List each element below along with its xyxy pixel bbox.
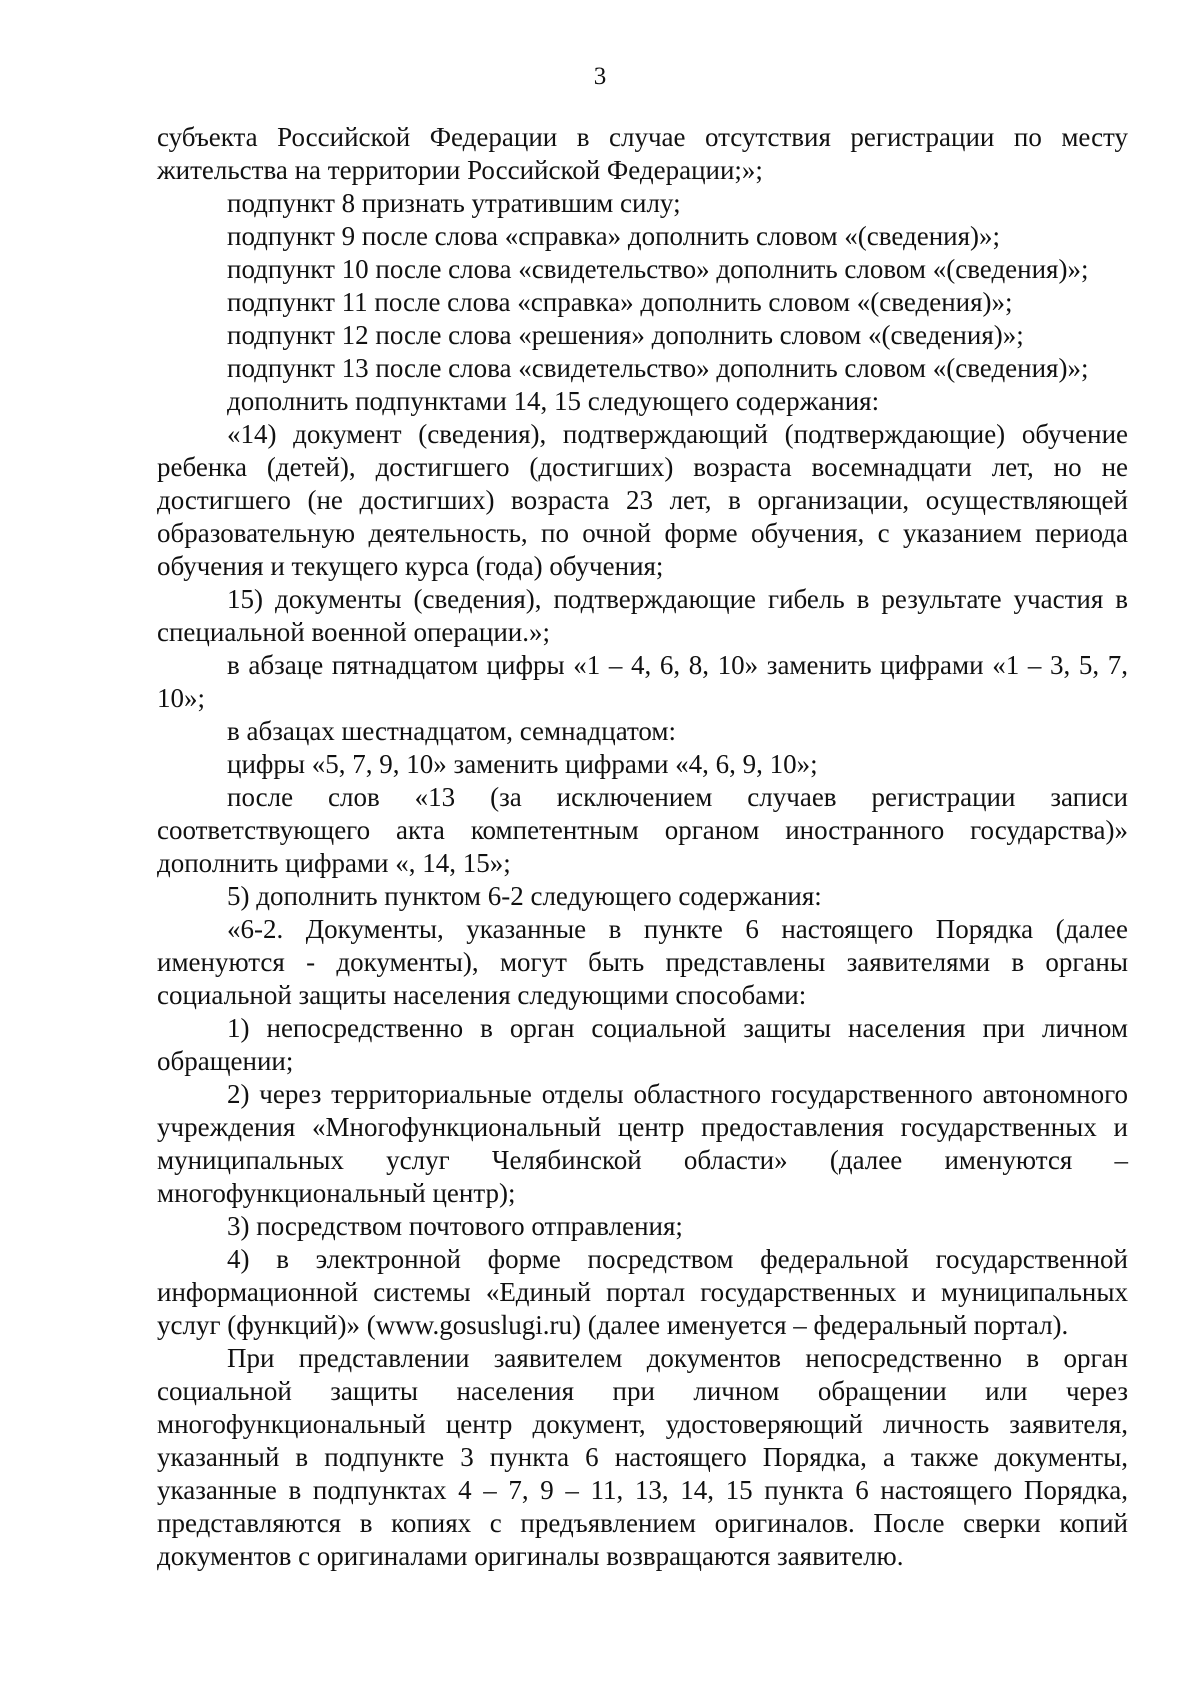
paragraph: подпункт 9 после слова «справка» дополнить словом «(сведения)»; bbox=[227, 221, 1001, 251]
paragraph: дополнить подпунктами 14, 15 следующего содержания: bbox=[227, 386, 880, 416]
paragraph: 3) посредством почтового отправления; bbox=[227, 1211, 683, 1241]
paragraph: 4) в электронной форме посредством федеральной государственной информационной системы «Единый портал государственных и муниципальных услуг (функций)» (www.gosuslugi.ru) (далее именуется – федеральный портал). bbox=[157, 1244, 1128, 1340]
paragraph: «6-2. Документы, указанные в пункте 6 настоящего Порядка (далее именуются - документы), могут быть представлены заявителями в органы социальной защиты населения следующими способами: bbox=[157, 914, 1128, 1010]
paragraph: 15) документы (сведения), подтверждающие гибель в результате участия в специальной военной операции.»; bbox=[157, 584, 1128, 647]
paragraph: подпункт 13 после слова «свидетельство» дополнить словом «(сведения)»; bbox=[227, 353, 1089, 383]
paragraph: подпункт 8 признать утратившим силу; bbox=[227, 188, 681, 218]
paragraph: в абзацах шестнадцатом, семнадцатом: bbox=[227, 716, 677, 746]
paragraph: после слов «13 (за исключением случаев регистрации записи соответствующего акта компетентным органом иностранного государства)» дополнить цифрами «, 14, 15»; bbox=[157, 782, 1128, 878]
paragraph: цифры «5, 7, 9, 10» заменить цифрами «4, 6, 9, 10»; bbox=[227, 749, 818, 779]
paragraph: субъекта Российской Федерации в случае отсутствия регистрации по месту жительства на территории Российской Федерации;»; bbox=[157, 122, 1128, 185]
page-number: 3 bbox=[593, 63, 607, 90]
paragraph: 5) дополнить пунктом 6-2 следующего содержания: bbox=[227, 881, 822, 911]
document-body bbox=[157, 121, 1128, 1573]
paragraph: в абзаце пятнадцатом цифры «1 – 4, 6, 8, 10» заменить цифрами «1 – 3, 5, 7, 10»; bbox=[157, 650, 1128, 713]
paragraph: 1) непосредственно в орган социальной защиты населения при личном обращении; bbox=[157, 1013, 1128, 1076]
paragraph: 2) через территориальные отделы областного государственного автономного учреждения «Многофункциональный центр предоставления государственных и муниципальных услуг Челябинской области» (далее именуются – многофункциональный центр); bbox=[157, 1079, 1128, 1208]
paragraph: «14) документ (сведения), подтверждающий (подтверждающие) обучение ребенка (детей), достигшего (достигших) возраста восемнадцати лет, но не достигшего (не достигших) возраста 23 лет, в организации, осуществляющей образовательную деятельность, по очной форме обучения, с указанием периода обучения и текущего курса (года) обучения; bbox=[157, 419, 1128, 581]
paragraph: подпункт 11 после слова «справка» дополнить словом «(сведения)»; bbox=[227, 287, 1013, 317]
paragraph: При представлении заявителем документов непосредственно в орган социальной защиты населения при личном обращении или через многофункциональный центр документ, удостоверяющий личность заявителя, указанный в подпункте 3 пункта 6 настоящего Порядка, а также документы, указанные в подпунктах 4 – 7, 9 – 11, 13, 14, 15 пункта 6 настоящего Порядка, представляются в копиях с предъявлением оригиналов. После сверки копий документов с оригиналами оригиналы возвращаются заявителю. bbox=[157, 1343, 1128, 1571]
paragraph: подпункт 12 после слова «решения» дополнить словом «(сведения)»; bbox=[227, 320, 1024, 350]
paragraph: подпункт 10 после слова «свидетельство» дополнить словом «(сведения)»; bbox=[227, 254, 1089, 284]
